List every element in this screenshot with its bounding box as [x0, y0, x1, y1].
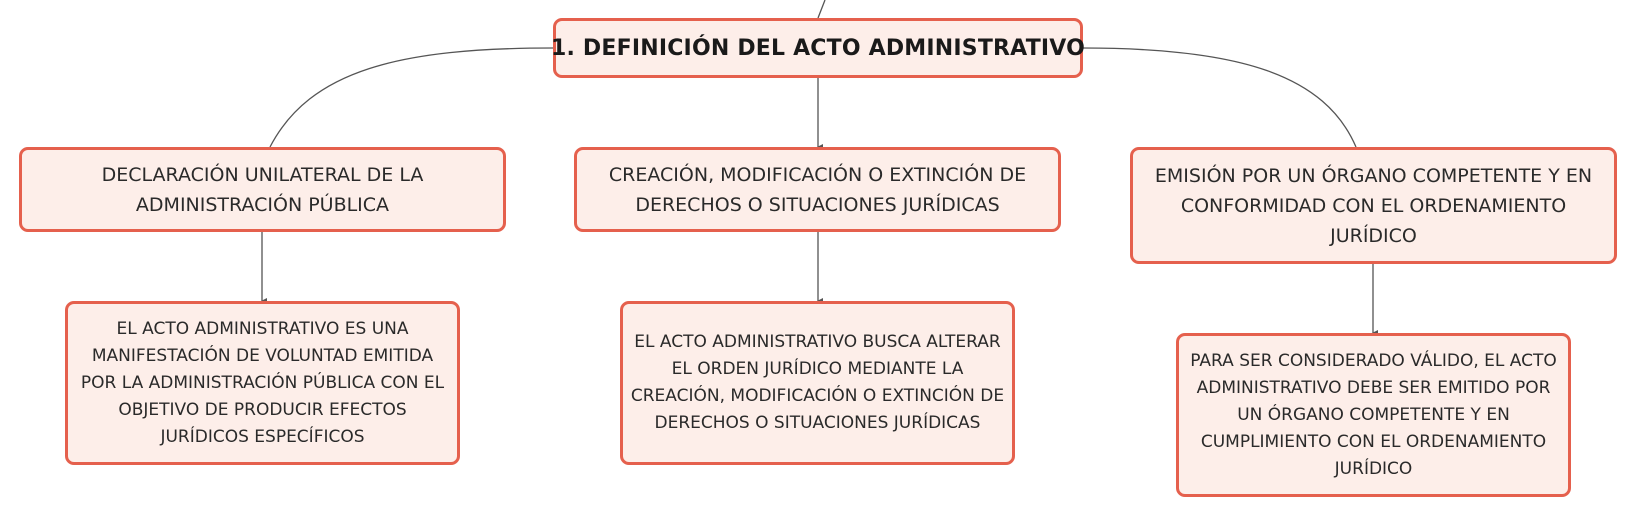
branch-node-2[interactable] [574, 147, 1061, 232]
root-node-label: 1. DEFINICIÓN DEL ACTO ADMINISTRATIVO [550, 35, 1086, 61]
detail-node-2-text: EL ACTO ADMINISTRATIVO BUSCA ALTERAR EL ORDEN JURÍDICO MEDIANTE LA CREACIÓN, MODIFICACIÓN O EXTINCIÓN DE DERECHOS O SITUACIONES JURÍDICAS [630, 332, 1005, 433]
detail-node-2[interactable] [620, 301, 1015, 465]
detail-node-3-text: PARA SER CONSIDERADO VÁLIDO, EL ACTO ADMINISTRATIVO DEBE SER EMITIDO POR UN ÓRGANO COMPETENTE Y EN CUMPLIMIENTO CON EL ORDENAMIENTO JURÍDICO [1190, 350, 1557, 479]
branch-node-3-label: EMISIÓN POR UN ÓRGANO COMPETENTE Y EN CONFORMIDAD CON EL ORDENAMIENTO JURÍDICO [1154, 164, 1593, 247]
connector-from-parent [818, 0, 825, 18]
branch-node-1[interactable] [19, 147, 506, 232]
detail-node-1[interactable] [65, 301, 460, 465]
root-node[interactable] [550, 18, 1086, 78]
detail-node-1-text: EL ACTO ADMINISTRATIVO ES UNA MANIFESTACIÓN DE VOLUNTAD EMITIDA POR LA ADMINISTRACIÓN PÚBLICA CON EL OBJETIVO DE PRODUCIR EFECTOS JURÍDICOS ESPECÍFICOS [80, 318, 445, 447]
branch-node-2-label: CREACIÓN, MODIFICACIÓN O EXTINCIÓN DE DERECHOS O SITUACIONES JURÍDICAS [608, 163, 1027, 216]
connector-root-to-branch-1 [270, 48, 553, 147]
detail-node-3[interactable] [1176, 333, 1571, 497]
connector-root-to-branch-3 [1083, 48, 1356, 147]
branch-node-1-label: DECLARACIÓN UNILATERAL DE LA ADMINISTRACIÓN PÚBLICA [101, 163, 424, 216]
branch-node-3[interactable] [1130, 147, 1617, 264]
